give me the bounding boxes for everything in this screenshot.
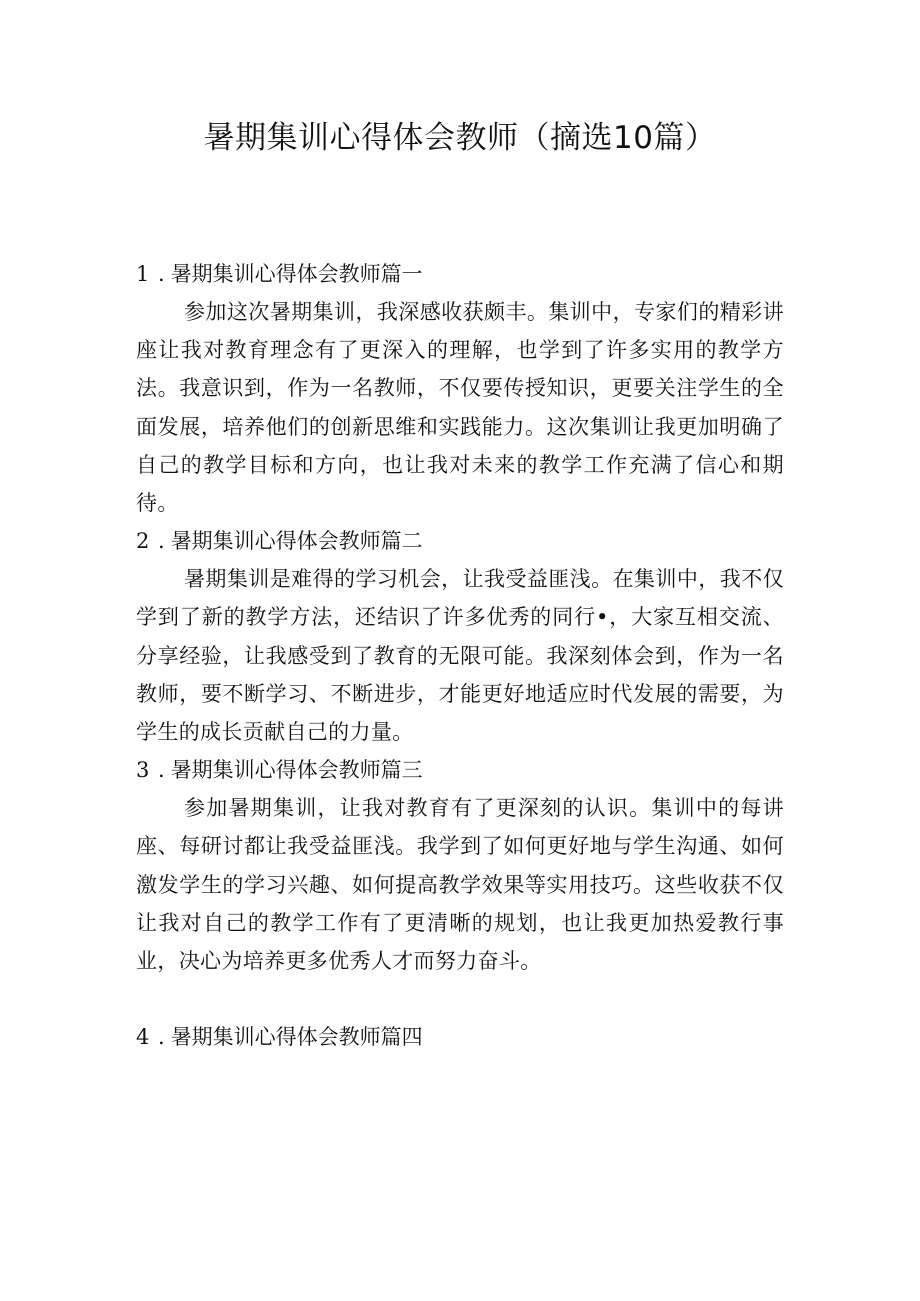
section-heading bbox=[136, 255, 784, 293]
section-body: 参加暑期集训，让我对教育有了更深刻的认识。集训中的每讲座、每研讨都让我受益匪浅。我学到了如何更好地与学生沟通、如何激发学生的学习兴趣、如何提高教学效果等实用技巧。这些收获不仅让我对自己的教学工作有了更清晰的规划，也让我更加热爱教行事业，决心为培养更多优秀人才而努力奋斗。 bbox=[136, 796, 784, 974]
section-heading-text: 暑期集训心得体会教师篇一 bbox=[170, 262, 423, 286]
section-body: 参加这次暑期集训，我深感收获颇丰。集训中，专家们的精彩讲座让我对教育理念有了更深入的理解，也学到了许多实用的教学方法。我意识到，作为一名教师，不仅要传授知识，更要关注学生的全面发展，培养他们的创新思维和实践能力。这次集训让我更加明确了自己的教学目标和方向，也让我对未来的教学工作充满了信心和期待。 bbox=[136, 300, 784, 516]
section-heading bbox=[136, 751, 784, 789]
document-title: 暑期集训心得体会教师（摘选10篇） bbox=[203, 120, 717, 156]
section-number-dot: . bbox=[158, 262, 165, 286]
section-number: 4 bbox=[136, 1025, 150, 1050]
section-number-dot: . bbox=[158, 758, 165, 783]
section-4 bbox=[136, 1018, 784, 1056]
section-2 bbox=[136, 522, 784, 751]
document-content bbox=[136, 255, 784, 1056]
section-heading bbox=[136, 522, 784, 560]
section-heading bbox=[136, 1018, 784, 1056]
section-body: 暑期集训是难得的学习机会，让我受益匪浅。在集训中，我不仅学到了新的教学方法，还结识了许多优秀的同行•，大家互相交流、分享经验，让我感受到了教育的无限可能。我深刻体会到，作为一名教师，要不断学习、不断进步，才能更好地适应时代发展的需要，为学生的成长贡献自己的力量。 bbox=[136, 567, 784, 745]
section-number: 3 bbox=[136, 758, 150, 783]
section-number: 1 bbox=[136, 262, 150, 286]
section-number-dot: . bbox=[158, 529, 165, 554]
section-spacer bbox=[136, 980, 784, 1018]
section-number-dot: . bbox=[158, 1025, 165, 1050]
section-heading-text: 暑期集训心得体会教师篇三 bbox=[170, 758, 423, 783]
section-1 bbox=[136, 255, 784, 522]
section-heading-text: 暑期集训心得体会教师篇二 bbox=[170, 529, 423, 554]
section-heading-text: 暑期集训心得体会教师篇四 bbox=[170, 1025, 423, 1050]
section-number: 2 bbox=[136, 529, 150, 554]
section-3 bbox=[136, 751, 784, 980]
